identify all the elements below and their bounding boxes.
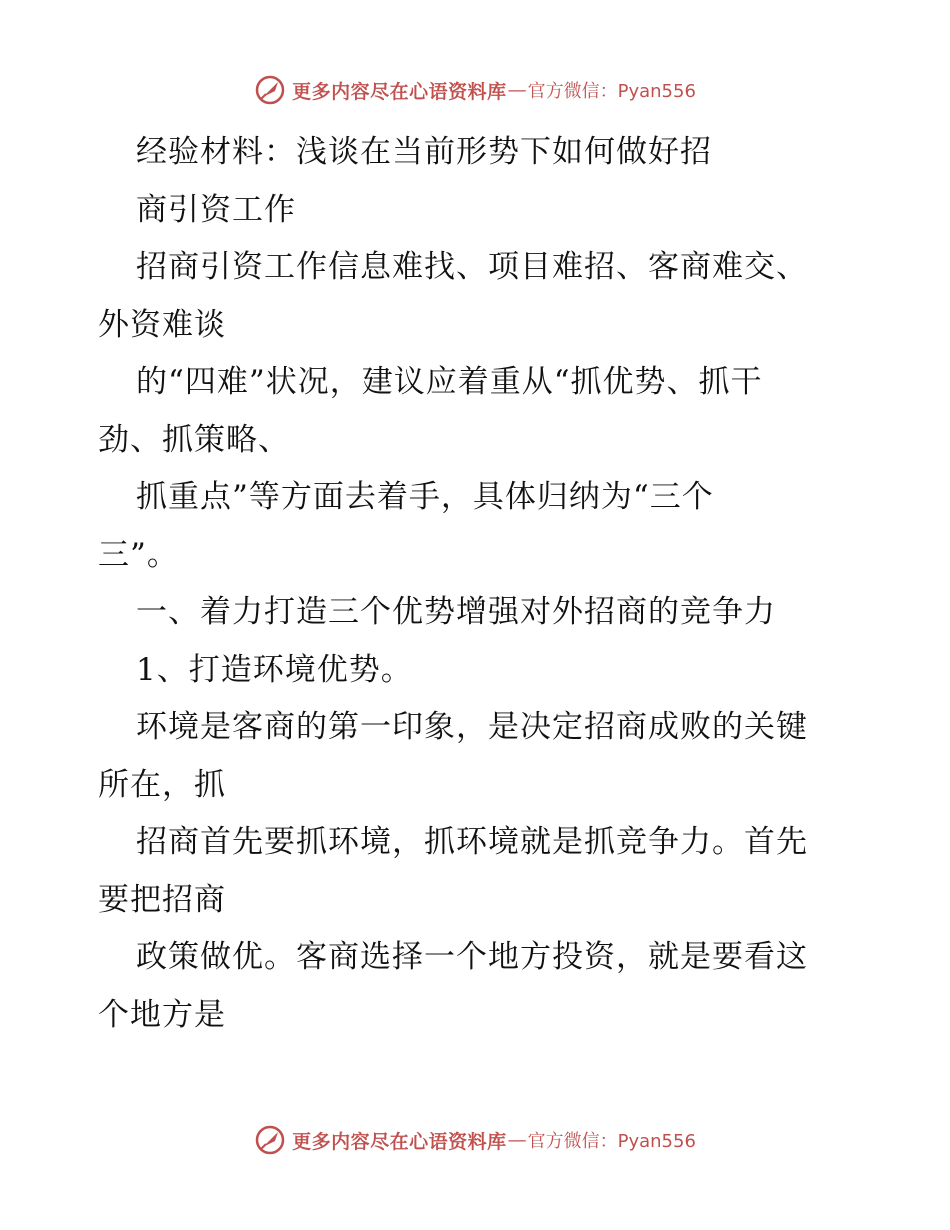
text-line: 政策做优。客商选择一个地方投资，就是要看这	[136, 939, 808, 975]
text-line: 的“四难”状况，建议应着重从“抓优势、抓干	[136, 364, 763, 400]
banner-dash: —	[507, 79, 527, 101]
text-line: 环境是客商的第一印象，是决定招商成败的关键	[136, 709, 808, 745]
text-line: 劲、抓策略、	[98, 421, 290, 458]
banner-wechat: 官方微信：Pyan556	[527, 1131, 696, 1152]
banner-title: 更多内容尽在心语资料库	[292, 80, 507, 103]
text-line: 1、打造环境优势。	[136, 651, 413, 688]
quill-logo-icon	[254, 1124, 286, 1156]
text-line: 商引资工作	[136, 191, 296, 228]
banner-title: 更多内容尽在心语资料库	[292, 1130, 507, 1153]
text-line: 经验材料：浅谈在当前形势下如何做好招	[136, 134, 712, 170]
footer-banner	[0, 1120, 950, 1160]
text-line: 要把招商	[98, 881, 226, 918]
text-line: 一、着力打造三个优势增强对外招商的竞争力	[136, 594, 776, 630]
text-line: 抓重点”等方面去着手，具体归纳为“三个	[136, 479, 714, 515]
text-line: 所在，抓	[98, 766, 226, 803]
banner-dash: —	[507, 1129, 527, 1151]
text-line: 招商首先要抓环境，抓环境就是抓竞争力。首先	[136, 824, 808, 860]
banner-wechat: 官方微信：Pyan556	[527, 81, 696, 102]
text-line: 外资难谈	[98, 306, 226, 343]
text-line: 三”。	[98, 536, 179, 573]
header-banner	[0, 70, 950, 110]
text-line: 个地方是	[98, 996, 226, 1033]
text-line: 招商引资工作信息难找、项目难招、客商难交、	[136, 249, 808, 285]
quill-logo-icon	[254, 74, 286, 106]
document-body	[98, 124, 858, 1044]
